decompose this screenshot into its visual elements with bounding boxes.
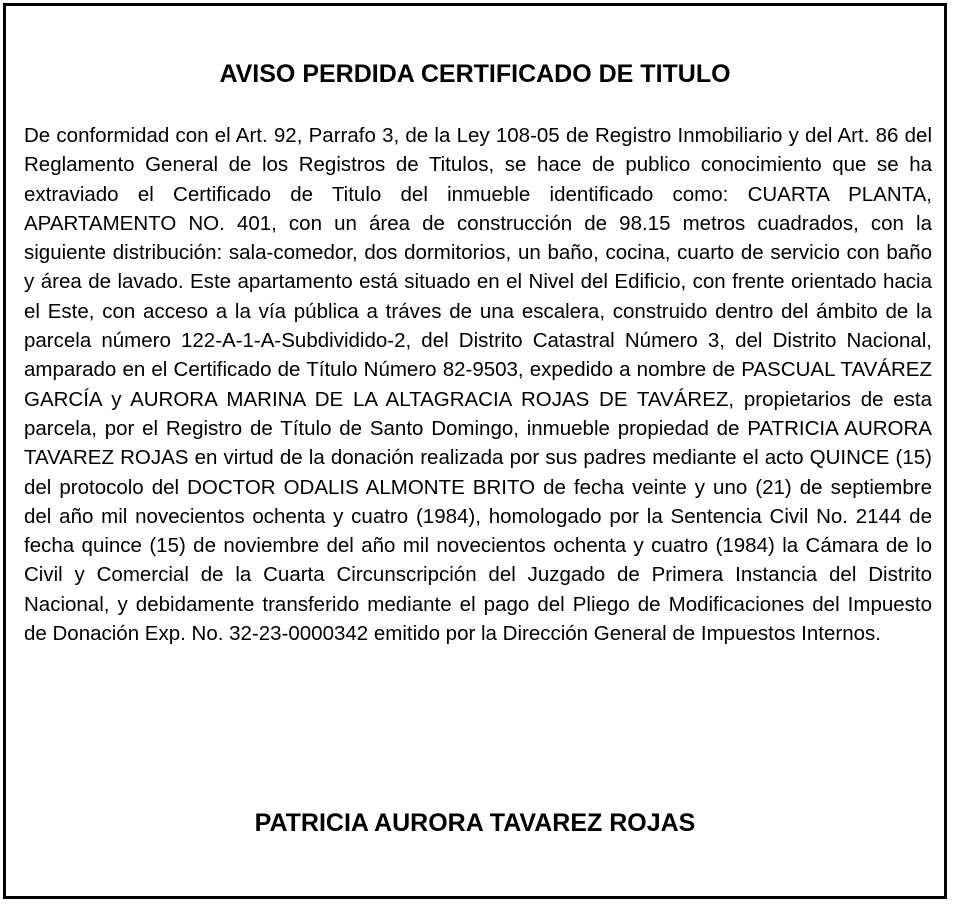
notice-body-paragraph: De conformidad con el Art. 92, Parrafo 3, de la Ley 108-05 de Registro Inmobiliario y del Art. 86 del Reglamento General de los Registros de Titulos, se hace de publico conocimiento que se ha extraviado el Certificado de Titulo del inmueble identificado como: CUARTA PLANTA, APARTAMENTO NO. 401, con un área de construcción de 98.15 metros cuadrados, con la siguiente distribución: sala-comedor, dos dormitorios, un baño, cocina, cuarto de servicio con baño y área de lavado. Este apartamento está situado en el Nivel del Edificio, con frente orientado hacia el Este, con acceso a la vía pública a tráves de una escalera, construido dentro del ámbito de la parcela número 122-A-1-A-Subdividido-2, del Distrito Catastral Número 3, del Distrito Nacional, amparado en el Certificado de Título Número 82-9503, expedido a nombre de PASCUAL TAVÁREZ GARCÍA y AURORA MARINA DE LA ALTAGRACIA ROJAS DE TAVÁREZ, propietarios de esta parcela, por el Registro de Título de Santo Domingo, inmueble propiedad de PATRICIA AURORA TAVAREZ ROJAS en virtud de la donación realizada por sus padres mediante el acto QUINCE (15) del protocolo del DOCTOR ODALIS ALMONTE BRITO de fecha veinte y uno (21) de septiembre del año mil novecientos ochenta y cuatro (1984), homologado por la Sentencia Civil No. 2144 de fecha quince (15) de noviembre del año mil novecientos ochenta y cuatro (1984) la Cámara de lo Civil y Comercial de la Cuarta Circunscripción del Juzgado de Primera Instancia del Distrito Nacional, y debidamente transferido mediante el pago del Pliego de Modificaciones del Impuesto de Donación Exp. No. 32-23-0000342 emitido por la Dirección General de Impuestos Internos. xyxy=(24,124,932,646)
signature-name: PATRICIA AURORA TAVAREZ ROJAS xyxy=(254,809,696,837)
notice-title: AVISO PERDIDA CERTIFICADO DE TITULO xyxy=(219,60,731,88)
notice-frame xyxy=(3,3,947,899)
